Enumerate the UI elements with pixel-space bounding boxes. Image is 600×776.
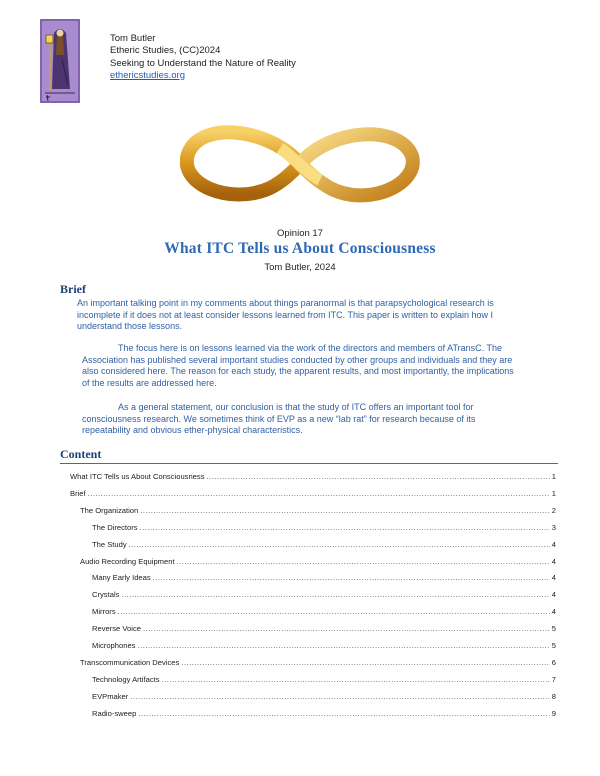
toc-entry[interactable] [70, 472, 556, 483]
toc-entry-title: The Study [92, 539, 127, 549]
toc-entry[interactable] [92, 624, 556, 635]
toc-leader-dots [121, 590, 549, 599]
toc-leader-dots [118, 607, 550, 616]
toc-entry-title: Mirrors [92, 607, 116, 617]
content-heading-rule [60, 463, 558, 464]
toc-entry-title: Crystals [92, 590, 120, 600]
brief-heading: Brief [60, 282, 86, 296]
toc-entry-title: Many Early Ideas [92, 573, 151, 583]
toc-leader-dots [140, 523, 550, 532]
toc-entry[interactable] [80, 506, 556, 517]
toc-entry-title: Brief [70, 488, 86, 498]
toc-entry-page: 9 [551, 708, 556, 718]
opinion-number: Opinion 17 [277, 228, 323, 239]
toc-entry-title: The Organization [80, 505, 139, 515]
toc-entry-title: Radio-sweep [92, 708, 137, 718]
toc-entry[interactable] [80, 658, 556, 669]
toc-leader-dots [143, 624, 550, 633]
toc-entry-page: 4 [551, 539, 556, 549]
toc-entry[interactable] [92, 641, 556, 652]
toc-leader-dots [153, 573, 550, 582]
toc-entry[interactable] [92, 675, 556, 686]
toc-entry-page: 2 [551, 505, 556, 515]
toc-leader-dots [88, 489, 550, 498]
toc-leader-dots [137, 641, 549, 650]
header-org: Etheric Studies, (CC)2024 [110, 45, 221, 57]
document-title: What ITC Tells us About Consciousness [164, 240, 436, 257]
document-byline: Tom Butler, 2024 [264, 262, 336, 273]
toc-entry-page: 4 [551, 556, 556, 566]
toc-entry[interactable] [92, 692, 556, 703]
header-block [110, 33, 296, 82]
toc-entry[interactable] [92, 573, 556, 584]
toc-entry-page: 4 [551, 590, 556, 600]
content-heading: Content [60, 447, 102, 461]
toc-entry-page: 4 [551, 573, 556, 583]
toc-leader-dots [138, 709, 549, 718]
toc-entry-title: What ITC Tells us About Consciousness [70, 472, 205, 481]
toc-entry-title: EVPmaker [92, 691, 129, 701]
toc-entry-title: Audio Recording Equipment [80, 556, 175, 566]
toc-entry-page: 1 [551, 472, 556, 481]
header-website-link[interactable]: ethericstudies.org [110, 69, 185, 81]
hermit-logo-icon [40, 19, 80, 103]
toc-entry[interactable] [92, 590, 556, 601]
toc-leader-dots [140, 506, 550, 515]
toc-leader-dots [130, 692, 549, 701]
toc-entry-title: The Directors [92, 522, 138, 532]
toc-leader-dots [177, 557, 550, 566]
toc-entry[interactable] [92, 709, 556, 720]
toc-entry-title: Reverse Voice [92, 624, 141, 634]
brief-paragraph-3: As a general statement, our conclusion is that the study of ITC offers an important tool for consciousness research. We sometimes think of EVP as a new “lab rat” for research because of its repeatability and obvious ether-physical characteristics. [82, 402, 476, 436]
toc-entry-page: 1 [551, 488, 556, 498]
toc-leader-dots [181, 658, 549, 667]
toc-leader-dots [207, 472, 550, 481]
header-tagline: Seeking to Understand the Nature of Reality [110, 57, 296, 69]
toc-leader-dots [129, 540, 550, 549]
toc-entry[interactable] [80, 557, 556, 568]
toc-entry[interactable] [92, 523, 556, 534]
toc-entry-page: 5 [551, 624, 556, 634]
toc-entry-title: Transcommunication Devices [80, 657, 180, 667]
toc-leader-dots [162, 675, 550, 684]
toc-entry-page: 6 [551, 657, 556, 667]
toc-entry-page: 4 [551, 607, 556, 617]
toc-entry-title: Technology Artifacts [92, 674, 160, 684]
toc-entry-page: 7 [551, 674, 556, 684]
toc-entry[interactable] [92, 607, 556, 618]
toc-entry-page: 3 [551, 522, 556, 532]
toc-entry-page: 5 [551, 641, 556, 650]
toc-entry-page: 8 [551, 691, 556, 701]
brief-paragraph-1: An important talking point in my comments about things paranormal is that parapsychological research is incomplete if it does not at least consider lessons learned from ITC. This paper is written to explain how I understand those lessons. [77, 298, 494, 332]
header-author: Tom Butler [110, 33, 156, 44]
toc-entry[interactable] [92, 540, 556, 551]
toc-entry[interactable] [70, 489, 556, 500]
mobius-strip-icon [180, 118, 420, 210]
brief-paragraph-2: The focus here is on lessons learned via the work of the directors and members of ATransC. The Association has published several important studies conducted by other groups and individuals and they are also considered here. The reason for each study, the apparent results, and most importantly, the implications of the results are addressed here. [82, 343, 514, 388]
toc-entry-title: Microphones [92, 641, 136, 650]
